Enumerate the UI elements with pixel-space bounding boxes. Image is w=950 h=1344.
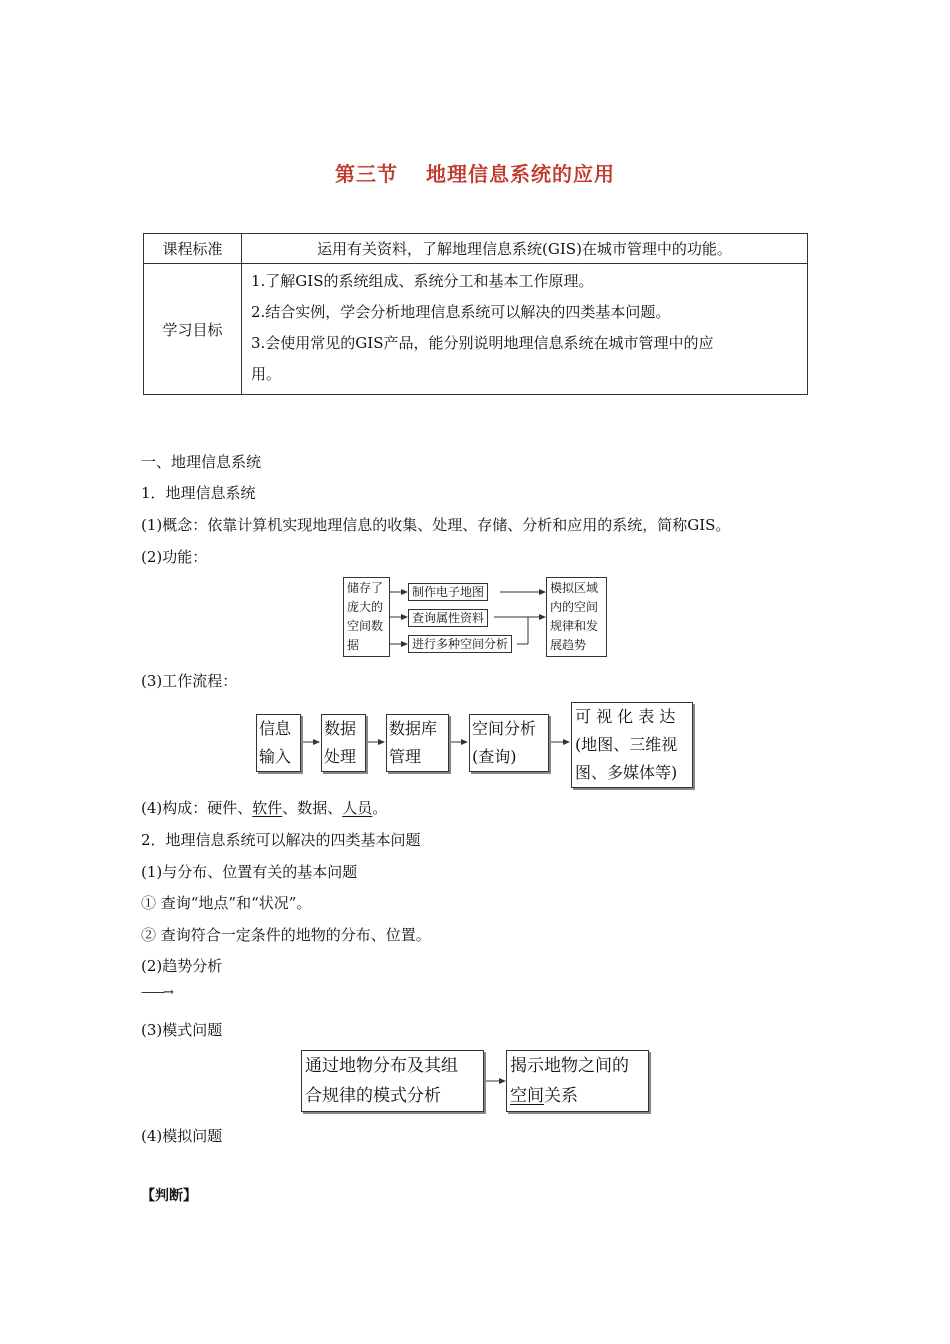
goal-item: 2.结合实例，学会分析地理信息系统可以解决的四类基本问题。 [251, 303, 671, 321]
spatial-relation-box [506, 1050, 649, 1112]
section-heading: 一、地理信息系统 [141, 453, 262, 471]
pattern-analysis-box [301, 1050, 484, 1112]
query-attribute-box: 查询属性资料 [408, 609, 488, 627]
box-line: 可 视 化 表 达 [575, 707, 676, 726]
composition-end: 。 [372, 799, 388, 817]
box-line: 数据库 [389, 719, 438, 738]
box-line: 据 [347, 638, 360, 652]
function-label: (2)功能： [141, 548, 208, 566]
box-line: 揭示地物之间的 [510, 1056, 629, 1076]
box-line-rest: 关系 [544, 1086, 578, 1106]
make-electronic-map-box: 制作电子地图 [408, 583, 488, 601]
concept-text: (1)概念：依靠计算机实现地理信息的收集、处理、存储、分析和应用的系统，简称GIS。 [141, 516, 731, 534]
judge-heading: 【判断】 [141, 1188, 197, 1204]
subsection-heading: 1．地理信息系统 [141, 484, 256, 502]
box-line: 合规律的模式分析 [305, 1086, 441, 1106]
question-type-2: (2)趋势分析 [141, 957, 223, 975]
box-line: 图、多媒体等) [575, 763, 678, 782]
spatial-analysis-box: 进行多种空间分析 [408, 635, 512, 653]
workflow-label: (3)工作流程： [141, 672, 238, 690]
box-line: (查询) [472, 747, 517, 766]
box-line: 处理 [324, 747, 357, 766]
trend-arrow: ——→ [141, 985, 172, 1000]
box-line: 内的空间 [550, 600, 599, 614]
goal-item: 1.了解GIS的系统组成、系统分工和基本工作原理。 [251, 272, 594, 290]
composition-people: 人员 [342, 799, 373, 817]
subsection-heading: 2．地理信息系统可以解决的四类基本问题 [141, 831, 421, 849]
goal-item: 3.会使用常见的GIS产品，能分别说明地理信息系统在城市管理中的应 [251, 334, 714, 352]
title-section-number: 第三节 [335, 162, 398, 186]
box-line [510, 1081, 648, 1111]
goal-item: 用。 [251, 365, 282, 383]
box-line: 空间分析 [472, 719, 537, 738]
question-type-1a: ① 查询“地点”和“状况”。 [141, 894, 312, 912]
question-type-1b: ② 查询符合一定条件的地物的分布、位置。 [141, 926, 431, 944]
box-line: (地图、三维视 [575, 735, 678, 754]
box-line: 庞大的 [347, 600, 384, 614]
composition-prefix: (4)构成：硬件、 [141, 799, 253, 817]
question-type-3: (3)模式问题 [141, 1021, 223, 1039]
question-type-1: (1)与分布、位置有关的基本问题 [141, 863, 358, 881]
box-line: 通过地物分布及其组 [305, 1056, 458, 1076]
underlined-word: 空间 [510, 1086, 544, 1106]
question-type-4: (4)模拟问题 [141, 1127, 223, 1145]
box-line: 展趋势 [550, 638, 587, 652]
box-line: 输入 [259, 747, 292, 766]
box-line: 信息 [259, 719, 292, 738]
box-line: 模拟区域 [550, 581, 599, 595]
box-line: 数据 [324, 719, 357, 738]
title-text: 地理信息系统的应用 [426, 162, 615, 186]
box-line: 储存了 [347, 581, 384, 595]
box-line: 规律和发 [550, 619, 599, 633]
composition-mid: 、数据、 [282, 799, 343, 817]
box-line: 空间数 [347, 619, 384, 633]
composition-software: 软件 [252, 799, 283, 817]
learning-goals-label: 学习目标 [144, 264, 242, 395]
course-standard-label: 课程标准 [144, 234, 242, 264]
course-standard-value: 运用有关资料，了解地理信息系统(GIS)在城市管理中的功能。 [242, 234, 808, 264]
box-line: 管理 [389, 747, 422, 766]
